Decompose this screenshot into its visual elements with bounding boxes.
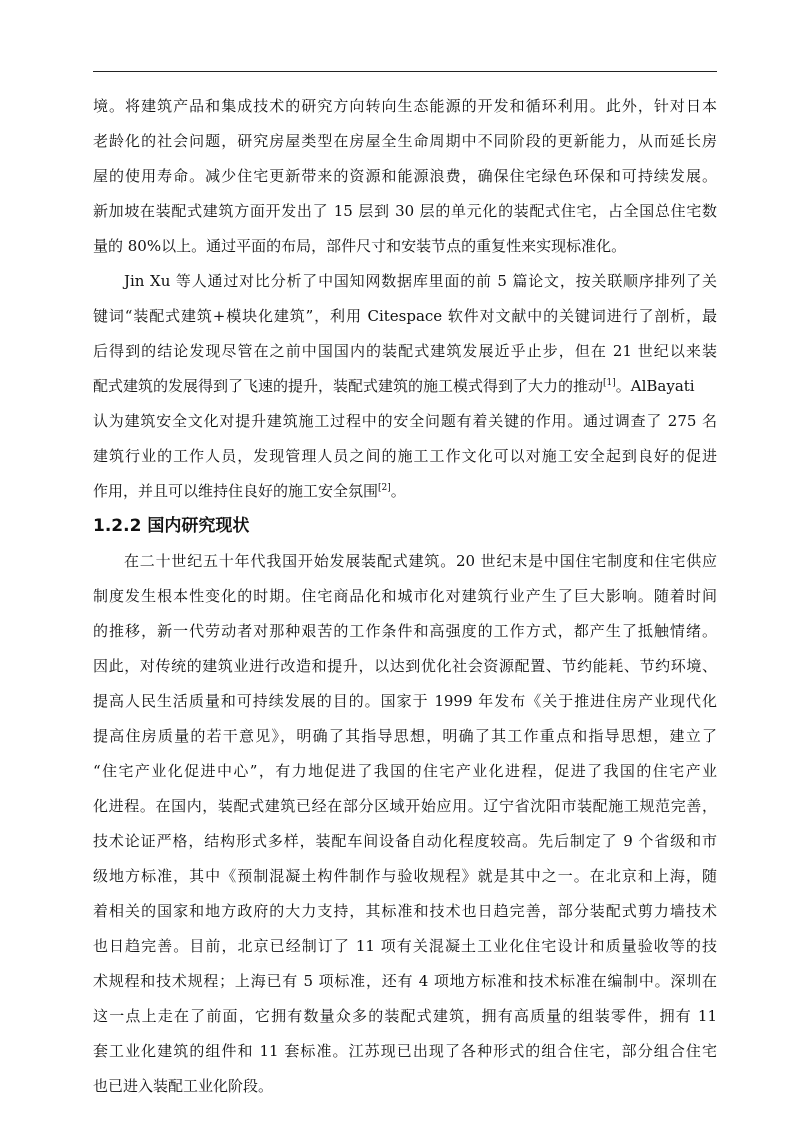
text-line: 提高住房质量的若干意见》，明确了其指导思想，明确了其工作重点和指导思想，建立了 [93,727,717,745]
text-line: 这一点上走在了前面，它拥有数量众多的装配式建筑，拥有高质量的组装零件，拥有 11 [93,1007,717,1025]
text-line: 着相关的国家和地方政府的大力支持，其标准和技术也日趋完善，部分装配式剪力墙技术 [93,902,717,920]
page-content [93,89,717,1104]
text-line [93,369,717,404]
text-line: 术规程和技术规程；上海已有 5 项标准，还有 4 项地方标准和技术标准在编制中。深圳在 [93,972,717,990]
text-line: 在二十世纪五十年代我国开始发展装配式建筑。20 世纪末是中国住宅制度和住宅供应 [124,552,717,570]
section-heading: 1.2.2 国内研究现状 [93,516,250,536]
text-line: 因此，对传统的建筑业进行改造和提升，以达到优化社会资源配置、节约能耗、节约环境、 [93,657,717,675]
text-line [93,474,717,509]
text-line: 境。将建筑产品和集成技术的研究方向转向生态能源的开发和循环利用。此外，针对日本 [93,97,717,115]
text-line: 化进程。在国内，装配式建筑已经在部分区域开始应用。辽宁省沈阳市装配施工规范完善， [93,797,717,815]
text-line: 的推移，新一代劳动者对那种艰苦的工作条件和高强度的工作方式，都产生了抵触情绪。 [93,622,717,640]
header-rule [93,71,717,72]
text-line: 认为建筑安全文化对提升建筑施工过程中的安全问题有着关键的作用。通过调查了 275 名 [93,412,717,430]
text-line: 屋的使用寿命。减少住宅更新带来的资源和能源浪费，确保住宅绿色环保和可持续发展。 [93,167,717,185]
text-line: 老龄化的社会问题，研究房屋类型在房屋全生命周期中不同阶段的更新能力，从而延长房 [93,132,717,150]
text-line: “住宅产业化促进中心”，有力地促进了我国的住宅产业化进程，促进了我国的住宅产业 [93,762,717,780]
text-line: Jin Xu 等人通过对比分析了中国知网数据库里面的前 5 篇论文，按关联顺序排列了关 [124,272,717,290]
paragraph [93,89,717,264]
paragraph [93,264,717,509]
text-run: 。 [390,482,406,500]
paragraph [93,544,717,1104]
text-run: 配式建筑的发展得到了飞速的提升，装配式建筑的施工模式得到了大力的推动 [93,377,604,395]
text-line: 后得到的结论发现尽管在之前中国国内的装配式建筑发展近乎止步，但在 21 世纪以来装 [93,342,717,360]
text-line: 制度发生根本性变化的时期。住宅商品化和城市化对建筑行业产生了巨大影响。随着时间 [93,587,717,605]
text-line: 新加坡在装配式建筑方面开发出了 15 层到 30 层的单元化的装配式住宅，占全国总住宅数 [93,202,717,220]
text-line: 键词“装配式建筑+模块化建筑”，利用 Citespace 软件对文献中的关键词进行了剖析，最 [93,307,717,325]
text-line: 提高人民生活质量和可持续发展的目的。国家于 1999 年发布《关于推进住房产业现代化 [93,692,717,710]
text-line: 也日趋完善。目前，北京已经制订了 11 项有关混凝土工业化住宅设计和质量验收等的技 [93,937,717,955]
text-line: 级地方标准，其中《预制混凝土构件制作与验收规程》就是其中之一。在北京和上海，随 [93,867,717,885]
citation-ref[interactable]: [2] [378,483,391,493]
text-line: 技术论证严格，结构形式多样，装配车间设备自动化程度较高。先后制定了 9 个省级和市 [93,832,717,850]
citation-ref[interactable]: [1] [603,378,616,388]
text-line: 建筑行业的工作人员，发现管理人员之间的施工工作文化可以对施工安全起到良好的促进 [93,447,717,465]
text-run: 作用，并且可以维持住良好的施工安全氛围 [93,482,379,500]
text-line: 量的 80%以上。通过平面的布局，部件尺寸和安装节点的重复性来实现标准化。 [93,237,627,255]
text-line: 也已进入装配工业化阶段。 [93,1077,274,1095]
text-line: 套工业化建筑的组件和 11 套标准。江苏现已出现了各种形式的组合住宅，部分组合住宅 [93,1042,717,1060]
text-run: 。AlBayati [615,377,695,395]
